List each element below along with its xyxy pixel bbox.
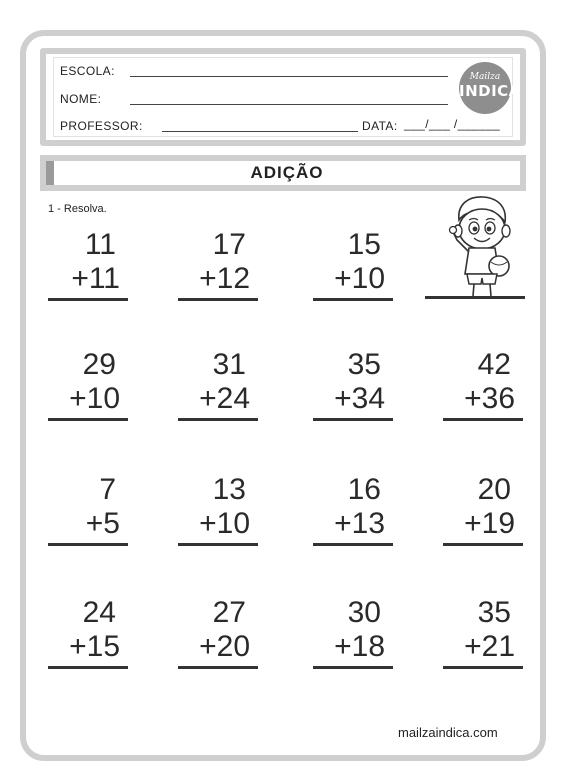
answer-line[interactable]	[48, 666, 128, 669]
addition-problem	[178, 348, 258, 421]
school-label: ESCOLA:	[60, 64, 115, 78]
school-field[interactable]	[130, 76, 448, 77]
answer-line[interactable]	[313, 418, 393, 421]
addition-problem	[48, 473, 128, 546]
answer-line[interactable]	[313, 298, 393, 301]
addend-bottom: +24	[199, 382, 250, 415]
addend-top: 13	[212, 473, 246, 506]
date-field[interactable]: ___/___ /______	[404, 117, 501, 131]
addend-top: 17	[212, 228, 246, 261]
addend-bottom: +19	[464, 507, 515, 540]
answer-line[interactable]	[443, 418, 523, 421]
addition-problem	[48, 228, 128, 301]
addend-bottom: +34	[334, 382, 385, 415]
character-answer-line	[425, 296, 525, 299]
teacher-field[interactable]	[162, 131, 358, 132]
addition-problem	[443, 596, 523, 669]
answer-line[interactable]	[313, 543, 393, 546]
addition-problem	[313, 228, 393, 301]
addition-problem	[313, 473, 393, 546]
addition-problem	[48, 348, 128, 421]
teacher-label: PROFESSOR:	[60, 119, 143, 133]
addend-top: 15	[347, 228, 381, 261]
name-field[interactable]	[130, 104, 448, 105]
logo-top-text: Mailza	[469, 72, 501, 82]
page-title: ADIÇÃO	[250, 163, 324, 182]
name-label: NOME:	[60, 92, 102, 106]
title-bar	[40, 155, 526, 191]
answer-line[interactable]	[48, 298, 128, 301]
addend-top: 11	[84, 228, 116, 261]
addend-bottom: +18	[334, 630, 385, 663]
title-accent	[46, 161, 54, 185]
addend-top: 29	[82, 348, 116, 381]
addend-bottom: +5	[85, 507, 120, 540]
answer-line[interactable]	[48, 543, 128, 546]
addend-top: 24	[82, 596, 116, 629]
logo	[459, 62, 521, 114]
addition-problem	[443, 473, 523, 546]
answer-line[interactable]	[443, 666, 523, 669]
addend-top: 20	[477, 473, 511, 506]
child-character-icon	[447, 196, 517, 298]
addend-top: 7	[99, 473, 116, 506]
answer-line[interactable]	[443, 543, 523, 546]
answer-line[interactable]	[178, 418, 258, 421]
addend-top: 27	[212, 596, 246, 629]
answer-line[interactable]	[48, 418, 128, 421]
addend-top: 16	[347, 473, 381, 506]
addend-top: 35	[347, 348, 381, 381]
addition-problem	[178, 596, 258, 669]
instruction-text: 1 - Resolva.	[48, 203, 107, 215]
addend-bottom: +12	[199, 262, 250, 295]
addend-bottom: +13	[334, 507, 385, 540]
addend-bottom: +11	[71, 262, 120, 295]
footer-website: mailzaindica.com	[398, 725, 498, 740]
addend-bottom: +10	[199, 507, 250, 540]
date-label: DATA:	[362, 119, 398, 133]
addend-bottom: +10	[69, 382, 120, 415]
addend-bottom: +21	[464, 630, 515, 663]
addend-top: 30	[347, 596, 381, 629]
answer-line[interactable]	[178, 543, 258, 546]
answer-line[interactable]	[178, 298, 258, 301]
addition-problem	[443, 348, 523, 421]
addition-problem	[48, 596, 128, 669]
addition-problem	[178, 473, 258, 546]
addition-problem	[313, 596, 393, 669]
logo-bottom-text: INDICA	[459, 82, 521, 100]
addend-top: 31	[212, 348, 246, 381]
addend-bottom: +20	[199, 630, 250, 663]
addend-bottom: +15	[69, 630, 120, 663]
addend-top: 35	[477, 596, 511, 629]
header-box	[40, 48, 526, 146]
addend-bottom: +36	[464, 382, 515, 415]
answer-line[interactable]	[313, 666, 393, 669]
addend-top: 42	[477, 348, 511, 381]
addend-bottom: +10	[334, 262, 385, 295]
addition-problem	[313, 348, 393, 421]
answer-line[interactable]	[178, 666, 258, 669]
addition-problem	[178, 228, 258, 301]
